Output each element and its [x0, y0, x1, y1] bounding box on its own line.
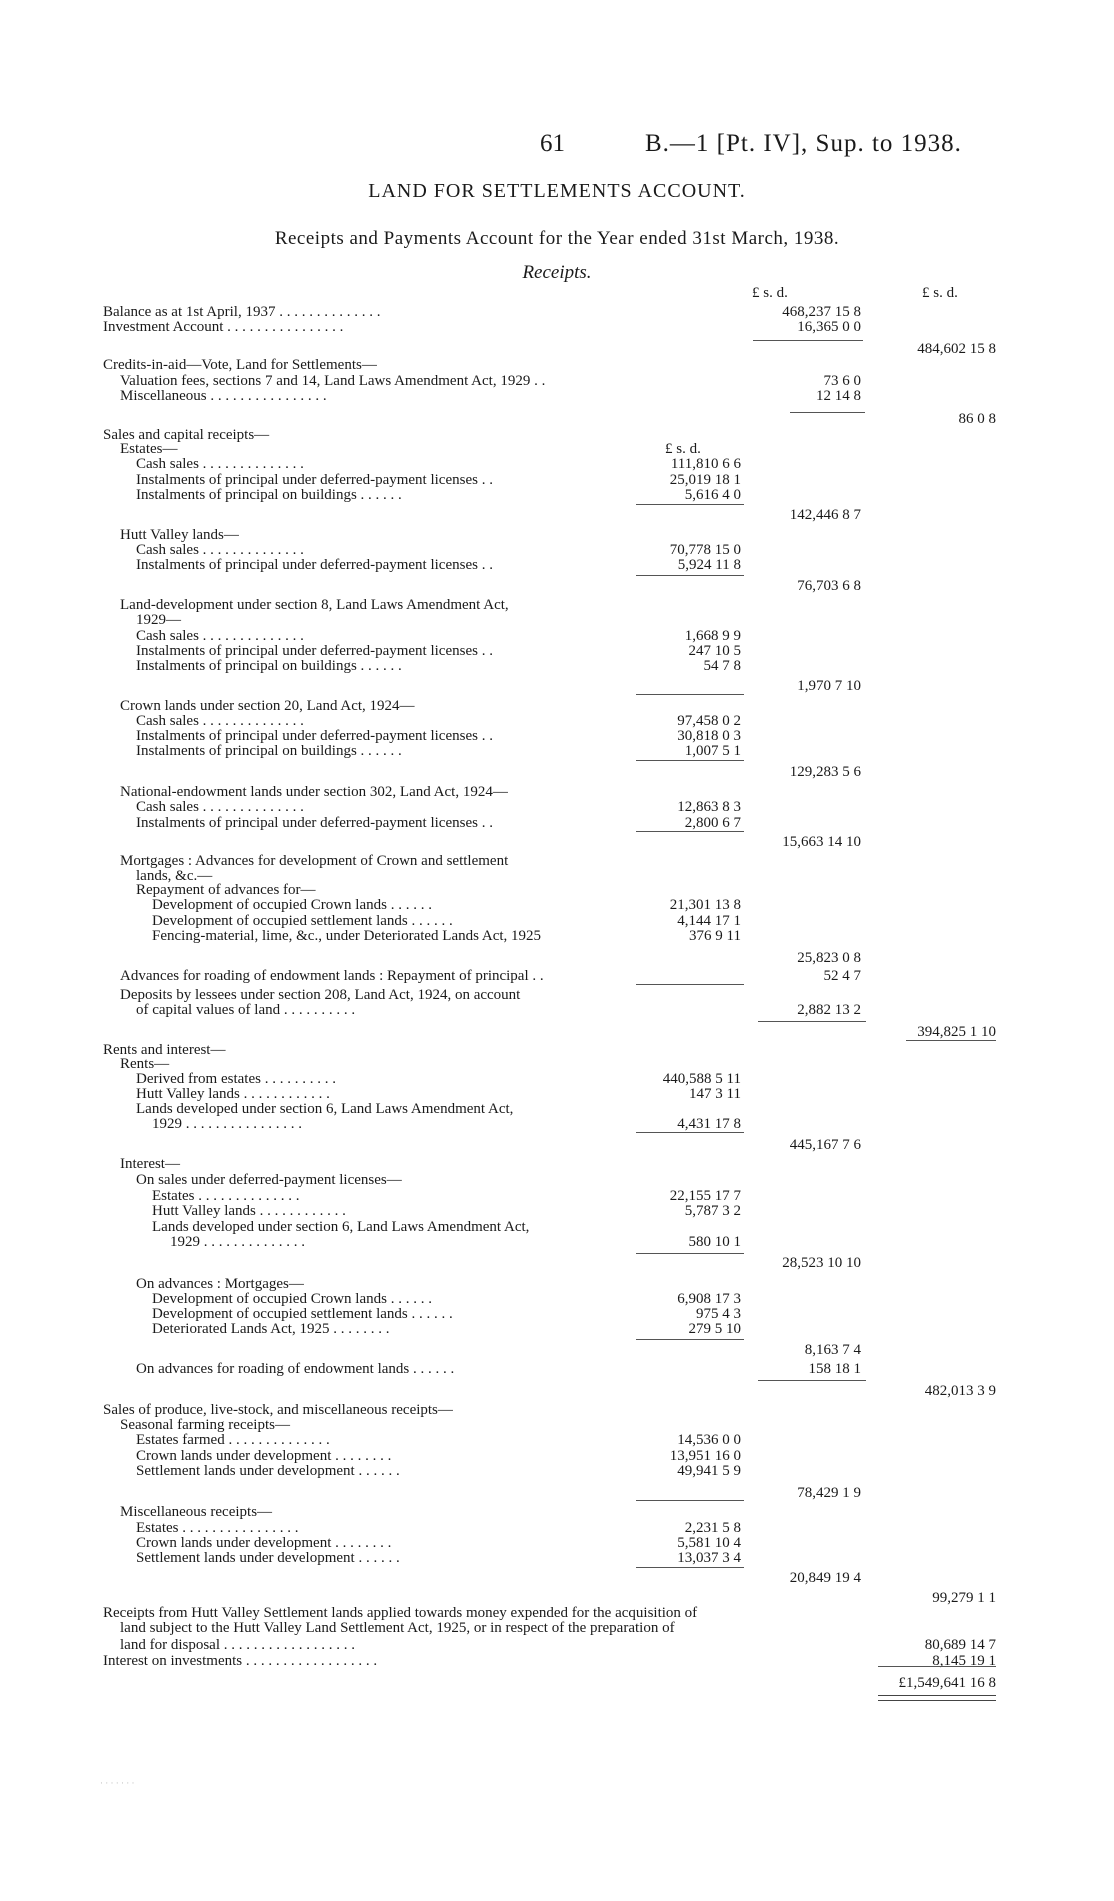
row-label: Cash sales . . . . . . . . . . . . . .: [136, 799, 304, 815]
row-label: Crown lands under development . . . . . . . .: [136, 1448, 392, 1464]
table-row: [0, 557, 1114, 574]
amount-detail: 4,144 17 1: [677, 913, 741, 929]
row-label: Deteriorated Lands Act, 1925 . . . . . . . .: [152, 1321, 390, 1337]
underline-rule: [636, 694, 744, 695]
amount-subtotal: 12 14 8: [816, 388, 861, 404]
amount-detail: 2,231 5 8: [684, 1520, 741, 1536]
underline-rule: [636, 1132, 744, 1133]
table-row: [0, 388, 1114, 405]
underline-rule: [636, 831, 744, 832]
table-row: [0, 799, 1114, 816]
amount-detail: 21,301 13 8: [669, 897, 741, 913]
table-row: [0, 357, 1114, 374]
section-heading: Receipts.: [522, 262, 592, 283]
row-label: Settlement lands under development . . . . . .: [136, 1550, 400, 1566]
table-row: [0, 1172, 1114, 1189]
amount-detail: 70,778 15 0: [669, 542, 741, 558]
amount-total: 99,279 1 1: [932, 1590, 996, 1606]
row-label: On sales under deferred-payment licenses—: [136, 1172, 402, 1188]
table-row: [0, 1504, 1114, 1521]
row-label: Crown lands under development . . . . . . . .: [136, 1535, 392, 1551]
amount-subtotal: 16,365 0 0: [797, 319, 861, 335]
amount-detail: 5,616 4 0: [684, 487, 741, 503]
row-label: lands, &c.—: [136, 868, 213, 884]
faint-stamp-mark: · · · · · · ·: [100, 1778, 135, 1788]
underline-rule: [753, 340, 863, 341]
amount-total: 80,689 14 7: [924, 1637, 996, 1653]
amount-detail: 30,818 0 3: [677, 728, 741, 744]
amount-detail: 247 10 5: [688, 643, 741, 659]
amount-subtotal: 129,283 5 6: [789, 764, 861, 780]
row-label: 1929 . . . . . . . . . . . . . .: [170, 1234, 305, 1250]
amount-total: 484,602 15 8: [917, 341, 996, 357]
row-label: 1929 . . . . . . . . . . . . . . . .: [152, 1116, 302, 1132]
row-label: Land-development under section 8, Land Laws Amendment Act,: [120, 597, 509, 613]
amount-subtotal: 20,849 19 4: [789, 1570, 861, 1586]
table-row: [0, 1620, 1114, 1637]
row-label: On advances : Mortgages—: [136, 1276, 304, 1292]
table-row: [0, 1234, 1114, 1251]
table-row: [0, 1550, 1114, 1567]
underline-rule: [636, 504, 744, 505]
row-label: Estates—: [120, 441, 178, 457]
table-row: [0, 612, 1114, 629]
amount-detail: 2,800 6 7: [684, 815, 741, 831]
amount-subtotal: 142,446 8 7: [789, 507, 861, 523]
amount-subtotal: 468,237 15 8: [782, 304, 861, 320]
table-row: [0, 507, 1114, 524]
column-header-subtotal: £ s. d.: [752, 285, 788, 301]
row-label: Derived from estates . . . . . . . . . .: [136, 1071, 336, 1087]
table-row: [0, 1342, 1114, 1359]
amount-total: £1,549,641 16 8: [898, 1675, 996, 1691]
table-row: [0, 1137, 1114, 1154]
amount-detail: 13,037 3 4: [677, 1550, 741, 1566]
table-row: [0, 1024, 1114, 1041]
row-label: Rents and interest—: [103, 1042, 226, 1058]
row-label: Instalments of principal on buildings . . . . . .: [136, 487, 402, 503]
row-label: National-endowment lands under section 302, Land Act, 1924—: [120, 784, 508, 800]
table-row: [0, 1485, 1114, 1502]
row-label: land for disposal . . . . . . . . . . . . . . . . . .: [120, 1637, 355, 1653]
row-label: Interest—: [120, 1156, 180, 1172]
underline-rule: [636, 984, 744, 985]
table-row: [0, 1361, 1114, 1378]
table-row: [0, 1203, 1114, 1220]
row-label: Hutt Valley lands—: [120, 527, 239, 543]
row-label: Estates farmed . . . . . . . . . . . . . .: [136, 1432, 330, 1448]
amount-detail: 1,007 5 1: [684, 743, 741, 759]
row-label: Instalments of principal on buildings . . . . . .: [136, 743, 402, 759]
underline-rule: [636, 1500, 744, 1501]
row-label: Development of occupied settlement lands . . . . . .: [152, 1306, 453, 1322]
underline-rule: [636, 760, 744, 761]
row-label: Instalments of principal on buildings . . . . . .: [136, 658, 402, 674]
amount-detail: 14,536 0 0: [677, 1432, 741, 1448]
table-row: [0, 319, 1114, 336]
underline-rule: [636, 1567, 744, 1568]
amount-detail: 4,431 17 8: [677, 1116, 741, 1132]
row-label: Crown lands under section 20, Land Act, 1924—: [120, 698, 415, 714]
row-label: Instalments of principal under deferred-payment licenses . .: [136, 472, 493, 488]
account-subtitle: Receipts and Payments Account for the Year ended 31st March, 1938.: [274, 228, 840, 249]
row-label: Miscellaneous . . . . . . . . . . . . . . . .: [120, 388, 327, 404]
amount-subtotal: 445,167 7 6: [789, 1137, 861, 1153]
column-header-total: £ s. d.: [922, 285, 958, 301]
row-label: Rents—: [120, 1056, 170, 1072]
row-label: On advances for roading of endowment lands . . . . . .: [136, 1361, 455, 1377]
table-row: [0, 1570, 1114, 1587]
row-label: Interest on investments . . . . . . . . . . . . . . . . . .: [103, 1653, 378, 1669]
amount-total: 394,825 1 10: [917, 1024, 996, 1040]
amount-detail: 5,581 10 4: [677, 1535, 741, 1551]
row-label: Instalments of principal under deferred-payment licenses . .: [136, 643, 493, 659]
amount-subtotal: 52 4 7: [823, 968, 861, 984]
table-row: [0, 1383, 1114, 1400]
row-label: Advances for roading of endowment lands : Repayment of principal . .: [120, 968, 544, 984]
row-label: Cash sales . . . . . . . . . . . . . .: [136, 628, 304, 644]
amount-subtotal: 2,882 13 2: [797, 1002, 861, 1018]
table-row: [0, 456, 1114, 473]
table-row: [0, 950, 1114, 967]
underline-rule: [758, 1021, 866, 1022]
table-row: [0, 968, 1114, 985]
amount-detail: 22,155 17 7: [669, 1188, 741, 1204]
underline-rule: [906, 1040, 996, 1041]
column-header-detail: £ s. d.: [665, 441, 701, 457]
table-row: [0, 1432, 1114, 1449]
amount-detail: 440,588 5 11: [662, 1071, 741, 1087]
row-label: Fencing-material, lime, &c., under Deteriorated Lands Act, 1925: [152, 928, 542, 944]
row-label: Instalments of principal under deferred-payment licenses . .: [136, 815, 493, 831]
row-label: Balance as at 1st April, 1937 . . . . . . . . . . . . . .: [103, 304, 381, 320]
amount-detail: 6,908 17 3: [677, 1291, 741, 1307]
amount-subtotal: 15,663 14 10: [782, 834, 861, 850]
row-label: Receipts from Hutt Valley Settlement lands applied towards money expended for the acquisition of: [103, 1605, 698, 1621]
amount-total: 8,145 19 1: [932, 1653, 996, 1669]
table-row: [0, 1116, 1114, 1133]
row-label: Instalments of principal under deferred-payment licenses . .: [136, 557, 493, 573]
row-label: Cash sales . . . . . . . . . . . . . .: [136, 456, 304, 472]
amount-detail: 279 5 10: [688, 1321, 741, 1337]
amount-subtotal: 8,163 7 4: [804, 1342, 861, 1358]
underline-rule: [878, 1666, 996, 1667]
amount-detail: 1,668 9 9: [684, 628, 741, 644]
amount-detail: 975 4 3: [696, 1306, 741, 1322]
row-label: Estates . . . . . . . . . . . . . . . .: [136, 1520, 299, 1536]
table-row: [0, 1321, 1114, 1338]
row-label: Seasonal farming receipts—: [120, 1417, 290, 1433]
table-row: [0, 678, 1114, 695]
amount-detail: 54 7 8: [703, 658, 741, 674]
row-label: Instalments of principal under deferred-payment licenses . .: [136, 728, 493, 744]
amount-detail: 5,787 3 2: [684, 1203, 741, 1219]
table-row: [0, 897, 1114, 914]
table-row: [0, 815, 1114, 832]
table-row: [0, 411, 1114, 428]
table-row: [0, 1653, 1114, 1670]
row-label: 1929—: [136, 612, 181, 628]
row-label: Sales of produce, live-stock, and miscellaneous receipts—: [103, 1402, 453, 1418]
table-row: [0, 658, 1114, 675]
table-row: [0, 1156, 1114, 1173]
table-row: [0, 578, 1114, 595]
amount-detail: 580 10 1: [688, 1234, 741, 1250]
underline-rule: [636, 1253, 744, 1254]
table-row: [0, 1463, 1114, 1480]
row-label: Development of occupied Crown lands . . . . . .: [152, 897, 432, 913]
table-row: [0, 1002, 1114, 1019]
amount-detail: 12,863 8 3: [677, 799, 741, 815]
amount-subtotal: 158 18 1: [808, 1361, 861, 1377]
row-label: Hutt Valley lands . . . . . . . . . . . .: [136, 1086, 330, 1102]
amount-total: 482,013 3 9: [924, 1383, 996, 1399]
row-label: Lands developed under section 6, Land Laws Amendment Act,: [136, 1101, 514, 1117]
row-label: Cash sales . . . . . . . . . . . . . .: [136, 713, 304, 729]
table-row: [0, 743, 1114, 760]
row-label: Lands developed under section 6, Land Laws Amendment Act,: [152, 1219, 530, 1235]
amount-subtotal: 73 6 0: [823, 373, 861, 389]
row-label: Development of occupied settlement lands . . . . . .: [152, 913, 453, 929]
row-label: Development of occupied Crown lands . . . . . .: [152, 1291, 432, 1307]
underline-rule: [636, 1339, 744, 1340]
amount-detail: 5,924 11 8: [677, 557, 741, 573]
underline-rule: [636, 575, 744, 576]
table-row: [0, 764, 1114, 781]
grand-total-double-rule: [878, 1695, 996, 1701]
row-label: of capital values of land . . . . . . . . . .: [136, 1002, 356, 1018]
amount-total: 86 0 8: [958, 411, 996, 427]
amount-detail: 97,458 0 2: [677, 713, 741, 729]
amount-detail: 49,941 5 9: [677, 1463, 741, 1479]
table-row: [0, 1637, 1114, 1654]
amount-subtotal: 76,703 6 8: [797, 578, 861, 594]
document-reference: B.—1 [Pt. IV], Sup. to 1938.: [645, 130, 962, 157]
amount-subtotal: 28,523 10 10: [782, 1255, 861, 1271]
account-title: LAND FOR SETTLEMENTS ACCOUNT.: [368, 180, 746, 202]
table-row: [0, 487, 1114, 504]
table-row: [0, 928, 1114, 945]
row-label: Miscellaneous receipts—: [120, 1504, 273, 1520]
table-row: [0, 1255, 1114, 1272]
row-label: Hutt Valley lands . . . . . . . . . . . .: [152, 1203, 346, 1219]
table-row: [0, 1675, 1114, 1692]
amount-subtotal: 1,970 7 10: [797, 678, 861, 694]
row-label: Mortgages : Advances for development of Crown and settlement: [120, 853, 509, 869]
row-label: Settlement lands under development . . . . . .: [136, 1463, 400, 1479]
underline-rule: [790, 412, 865, 413]
row-label: Sales and capital receipts—: [103, 427, 270, 443]
row-label: Credits-in-aid—Vote, Land for Settlements—: [103, 357, 377, 373]
row-label: Cash sales . . . . . . . . . . . . . .: [136, 542, 304, 558]
amount-subtotal: 25,823 0 8: [797, 950, 861, 966]
amount-detail: 111,810 6 6: [670, 456, 741, 472]
row-label: Estates . . . . . . . . . . . . . .: [152, 1188, 300, 1204]
row-label: Repayment of advances for—: [136, 882, 316, 898]
page-number: 61: [540, 130, 565, 157]
amount-detail: 25,019 18 1: [669, 472, 741, 488]
amount-detail: 376 9 11: [689, 928, 741, 944]
table-row: [0, 834, 1114, 851]
amount-detail: 147 3 11: [689, 1086, 741, 1102]
table-row: [0, 341, 1114, 358]
amount-detail: 13,951 16 0: [669, 1448, 741, 1464]
row-label: Deposits by lessees under section 208, Land Act, 1924, on account: [120, 987, 521, 1003]
amount-subtotal: 78,429 1 9: [797, 1485, 861, 1501]
underline-rule: [758, 1380, 866, 1381]
row-label: Investment Account . . . . . . . . . . . . . . . .: [103, 319, 344, 335]
row-label: land subject to the Hutt Valley Land Settlement Act, 1925, or in respect of the preparation of: [120, 1620, 675, 1636]
row-label: Valuation fees, sections 7 and 14, Land Laws Amendment Act, 1929 . .: [120, 373, 546, 389]
